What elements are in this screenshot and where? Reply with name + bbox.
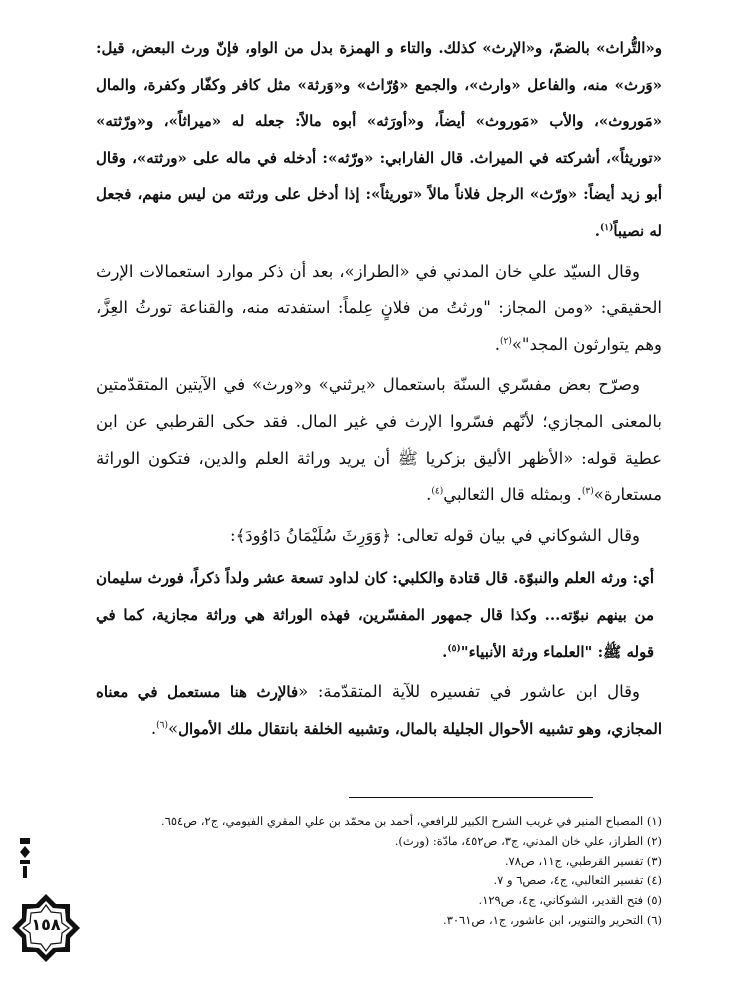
footnote-ref-6[interactable]: (٦) bbox=[156, 720, 168, 731]
footnote-ref-5[interactable]: (٥) bbox=[447, 643, 461, 654]
ornament-icon bbox=[18, 838, 32, 878]
footnotes bbox=[96, 812, 662, 931]
footnote-6: (٦) التحرير والتنوير، ابن عاشور، ج١، ص٣٠٦١. bbox=[443, 912, 662, 927]
paragraph-shawkani-intro: وقال الشوكاني في بيان قوله تعالى: ﴿وَوَرِثَ سُلَيْمَانُ دَاوُودَ﴾: bbox=[230, 525, 640, 545]
footnote-ref-1[interactable]: (١) bbox=[599, 222, 614, 233]
page-number: ١٥٨ bbox=[31, 915, 61, 934]
footnote-separator bbox=[349, 797, 593, 798]
footnote-2: (٢) الطراز، علي خان المدني، ج٣، ص٤٥٢، مادّة: (ورث). bbox=[394, 833, 662, 848]
footnote-5: (٥) فتح القدير، الشوكاني، ج٤، ص١٢٩. bbox=[478, 893, 662, 908]
paragraph-ibn-ashur: وقال ابن عاشور في تفسيره للآية المتقدّمة: «فالإرث هنا مستعمل في معناه المجازي، وهو تشبيه الأحوال الجليلة بالمال، وتشبيه الخلفة بانتقال ملك الأموال»$^{(٦)}$. bbox=[96, 682, 662, 738]
footnote-ref-2[interactable]: (٢) bbox=[499, 336, 512, 347]
paragraph-taraz: وقال السيّد علي خان المدني في «الطراز»، بعد أن ذكر موارد استعمالات الإرث الحقيقي: «ومن المجاز: "ورثتُ من فلانٍ عِلماً: استفدته منه، والقناعة تورثُ العِزَّ، وهم يتوارثون المجد"»$^{(٢)}$. bbox=[96, 261, 662, 354]
footnote-3: (٣) تفسير القرطبي، ج١١، ص٧٨. bbox=[504, 853, 662, 868]
footnote-ref-4[interactable]: (٤) bbox=[431, 486, 444, 497]
footnote-4: (٤) تفسير الثعالبي، ج٤، صص٦ و ٧. bbox=[493, 873, 662, 888]
main-text bbox=[96, 30, 662, 747]
paragraph-etymology: و«التُّراث» بالضمّ، و«الإرث» كذلك. والتاء و الهمزة بدل من الواو، فإنّ ورث البعض، قيل: «وَرث» منه، والفاعل «وارث»، والجمع «وُرّاث» و«وَرثة» مثل كافر وكفّار وكفرة، والمال «مَوروث»، والأب «مَوروث» أيضاً، و«أورَثه» أبوه مالاً: جعله له «ميراثاً»، و«ورّثته» «توريثاً»، أشركته في الميراث. قال الفارابي: «ورّثه»: أدخله في ماله على «ورثته»، وقال أبو زيد أيضاً: «ورّث» الرجل فلاناً مالاً «توريثاً»: إذا أدخل على ورثته من ليس منهم، فجعل له نصيباً$^{(١)}$. bbox=[96, 39, 662, 240]
footnote-1: (١) المصباح المنير في غريب الشرح الكبير للرافعي، أحمد بن محمّد بن علي المقري الفيومي، ج٢، ص٦٥٤. bbox=[161, 814, 662, 828]
shawkani-quote: أي: ورثه العلم والنبوّة. قال قتادة والكلبي: كان لداود تسعة عشر ولداً ذكراً، فورث سليمان من بينهم نبوّته... وكذا قال جمهور المفسّرين، فهذه الوراثة هي وراثة مجازية، كما في قوله ﷺ: "العلماء ورثة الأنبياء"$^{(٥)}$. bbox=[96, 569, 654, 661]
footnote-ref-3[interactable]: (٣) bbox=[581, 486, 594, 497]
paragraph-qurtubi: وصرّح بعض مفسّري السنّة باستعمال «يرثني» و«ورث» في الآيتين المتقدّمتين بالمعنى المجازي؛ لأنّهم فسّروا الإرث في غير المال. فقد حكى القرطبي عن ابن عطية قوله: «الأظهر الأليق بزكريا ﷺ أن يريد وراثة العلم والدين، فتكون الوراثة مستعارة»$^{(٣)}$. وبمثله قال الثعالبي$^{(٤)}$. bbox=[96, 375, 662, 505]
